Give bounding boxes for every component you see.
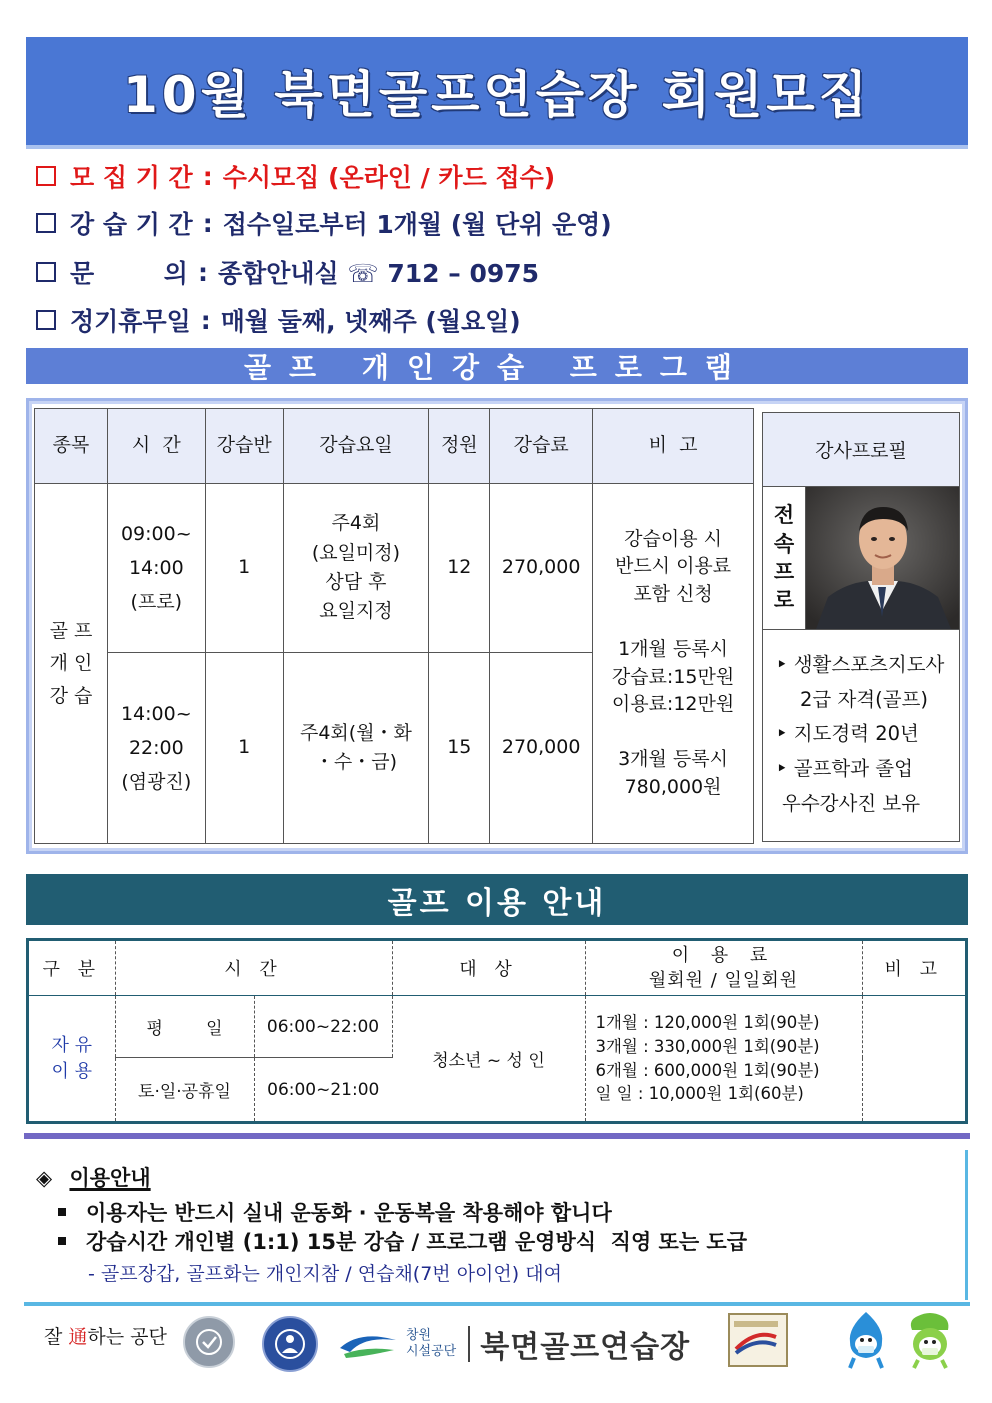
- info-holiday: [36, 302, 521, 338]
- info-contact: [36, 254, 539, 290]
- lesson-section-header: [26, 348, 968, 384]
- lesson-days: 주4회 (요일미정) 상담 후 요일지정: [283, 484, 429, 653]
- instructor-photo: [806, 487, 959, 629]
- badge-emblem-icon: [730, 1315, 782, 1361]
- footer-slogan: [44, 1322, 167, 1349]
- lesson-fee: 270,000: [490, 484, 593, 653]
- fee-header-line2: 월회원 / 일일회원: [648, 970, 799, 991]
- mascot-characters-icon: [838, 1308, 958, 1370]
- col-header: 시 간: [107, 409, 205, 484]
- lesson-class: 1: [205, 653, 283, 844]
- profile-bullet: ‣ 지도경력 20년: [776, 722, 919, 746]
- fee-line: 6개월 : 600,000원 1회(90분): [595, 1060, 820, 1080]
- profile-bullet: ‣ 생활스포츠지도사: [776, 653, 945, 676]
- usage-day: 토·일·공휴일: [115, 1058, 254, 1122]
- mascot-pair-icon: [838, 1308, 958, 1370]
- col-header: 정원: [429, 409, 490, 484]
- notice-subtext: - 골프장갑, 골프화는 개인지참 / 연습채(7번 아이언) 대여: [88, 1263, 562, 1285]
- checkbox-square-icon: [36, 213, 56, 233]
- usage-target: 청소년 ~ 성 인: [392, 996, 585, 1122]
- usage-hours: 06:00~21:00: [267, 1079, 380, 1100]
- col-header: [585, 941, 862, 996]
- org-line: 시설공단: [406, 1344, 457, 1359]
- table-row: [35, 484, 754, 653]
- diamond-icon: ◈: [36, 1166, 53, 1190]
- profile-bullet: 2급 자격(골프): [800, 687, 929, 711]
- info-recruit-period: [36, 158, 555, 194]
- notice-item-text: 이용자는 반드시 실내 운동화 · 운동복을 착용해야 합니다: [86, 1201, 612, 1225]
- fee-line: 일 일 : 10,000원 1회(60분): [595, 1084, 804, 1104]
- seal-emblem-icon: [194, 1327, 224, 1357]
- org-line: 창원: [406, 1328, 432, 1344]
- info-lesson-period: [36, 205, 612, 241]
- info-value: 종합안내실 ☏ 712 – 0975: [217, 259, 540, 288]
- logo-separator: [468, 1326, 470, 1362]
- title-banner: [26, 37, 968, 149]
- col-header: 구 분: [29, 941, 115, 996]
- fee-line: 3개월 : 330,000원 1회(90분): [595, 1036, 820, 1056]
- page-title: 10월 북면골프연습장 회원모집: [123, 66, 871, 124]
- bullet-square-icon: [58, 1237, 66, 1245]
- fee-line: 1개월 : 120,000원 1회(90분): [595, 1012, 820, 1032]
- notice-item-text: 강습시간 개인별 (1:1) 15분 강습 / 프로그램 운영방식 직영 또는 도급: [86, 1230, 747, 1254]
- profile-divider: [763, 629, 959, 630]
- info-label: 정기휴무일: [70, 307, 191, 336]
- slogan-part: 하는 공단: [87, 1326, 167, 1348]
- profile-title: 강사프로필: [763, 413, 959, 487]
- org-name: [406, 1328, 456, 1359]
- slogan-part: 잘: [44, 1326, 69, 1348]
- notice-item: [58, 1226, 747, 1256]
- notice-title: [36, 1162, 151, 1192]
- profile-vertical-label: 전 속 프 로: [763, 487, 806, 629]
- bullet-square-icon: [58, 1208, 66, 1216]
- usage-hours: 06:00~22:00: [254, 996, 392, 1058]
- info-label: 모 집 기 간: [70, 163, 193, 192]
- usage-fees: [585, 996, 862, 1122]
- checkbox-square-icon: [36, 262, 56, 282]
- service-certification-badge-icon: [728, 1313, 788, 1367]
- info-colon: :: [200, 305, 211, 335]
- lesson-category: 골 프 개 인 강 습: [35, 484, 108, 844]
- col-header: 대 상: [392, 941, 585, 996]
- lesson-time: 14:00~ 22:00 (염광진): [107, 653, 205, 844]
- person-portrait-icon: [806, 487, 959, 629]
- changwon-facilities-logo: [336, 1322, 690, 1366]
- consumer-certification-seal-icon: [183, 1316, 235, 1368]
- notice-item: [58, 1197, 612, 1227]
- footer-divider: [24, 1302, 970, 1306]
- checkbox-square-icon: [36, 166, 56, 186]
- info-colon: :: [202, 208, 213, 238]
- info-value: 매월 둘째, 넷째주 (월요일): [220, 307, 521, 336]
- usage-table: [29, 941, 965, 1121]
- notice-title-text: 이용안내: [69, 1166, 151, 1190]
- col-header: 종목: [35, 409, 108, 484]
- col-header: 비 고: [862, 941, 965, 996]
- table-row: [29, 996, 965, 1058]
- col-header: 시 간: [115, 941, 392, 996]
- lesson-capacity: 15: [429, 653, 490, 844]
- lesson-fee: 270,000: [490, 653, 593, 844]
- usage-section-header: [26, 874, 968, 925]
- usage-table-header-row: [29, 941, 965, 996]
- lesson-note: 강습이용 시 반드시 이용료 포함 신청 1개월 등록시 강습료:15만원 이용료:12만원 3개월 등록시 780,000원: [593, 484, 754, 844]
- human-rights-seal-icon: [262, 1316, 318, 1372]
- info-colon: :: [202, 161, 213, 191]
- corporation-logo-icon: [336, 1326, 400, 1362]
- lesson-capacity: 12: [429, 484, 490, 653]
- profile-bullet: 우수강사진 보유: [782, 791, 921, 815]
- col-header: 비 고: [593, 409, 754, 484]
- info-label: 문 의: [70, 259, 188, 288]
- profile-bullets: [770, 648, 958, 822]
- usage-note: [862, 996, 965, 1122]
- section-divider: [24, 1133, 970, 1139]
- profile-bullet: ‣ 골프학과 졸업: [776, 757, 913, 781]
- usage-section-title: 골프 이용 안내: [387, 885, 607, 921]
- lesson-section-title: 골프 개인강습 프로그램: [244, 351, 750, 384]
- slogan-accent: 通: [68, 1326, 88, 1348]
- info-colon: :: [197, 257, 208, 287]
- lesson-table-header-row: [35, 409, 754, 484]
- lesson-table: [34, 408, 754, 844]
- info-value: 접수일로부터 1개월 (월 단위 운영): [222, 210, 612, 239]
- col-header: 강습반: [205, 409, 283, 484]
- col-header: 강습료: [490, 409, 593, 484]
- checkbox-square-icon: [36, 310, 56, 330]
- col-header: 강습요일: [283, 409, 429, 484]
- lesson-class: 1: [205, 484, 283, 653]
- lesson-days: 주4회(월・화 ・수・금): [283, 653, 429, 844]
- usage-category: 자 유 이 용: [29, 996, 115, 1122]
- info-value: 수시모집 (온라인 / 카드 접수): [222, 163, 556, 192]
- lesson-time: 09:00~ 14:00 (프로): [107, 484, 205, 653]
- info-label: 강 습 기 간: [70, 210, 193, 239]
- seal-emblem-icon: [273, 1327, 307, 1361]
- usage-day: 평 일: [115, 996, 254, 1058]
- facility-name: 북면골프연습장: [480, 1330, 691, 1365]
- fee-header-line1: 이 용 료: [671, 944, 776, 966]
